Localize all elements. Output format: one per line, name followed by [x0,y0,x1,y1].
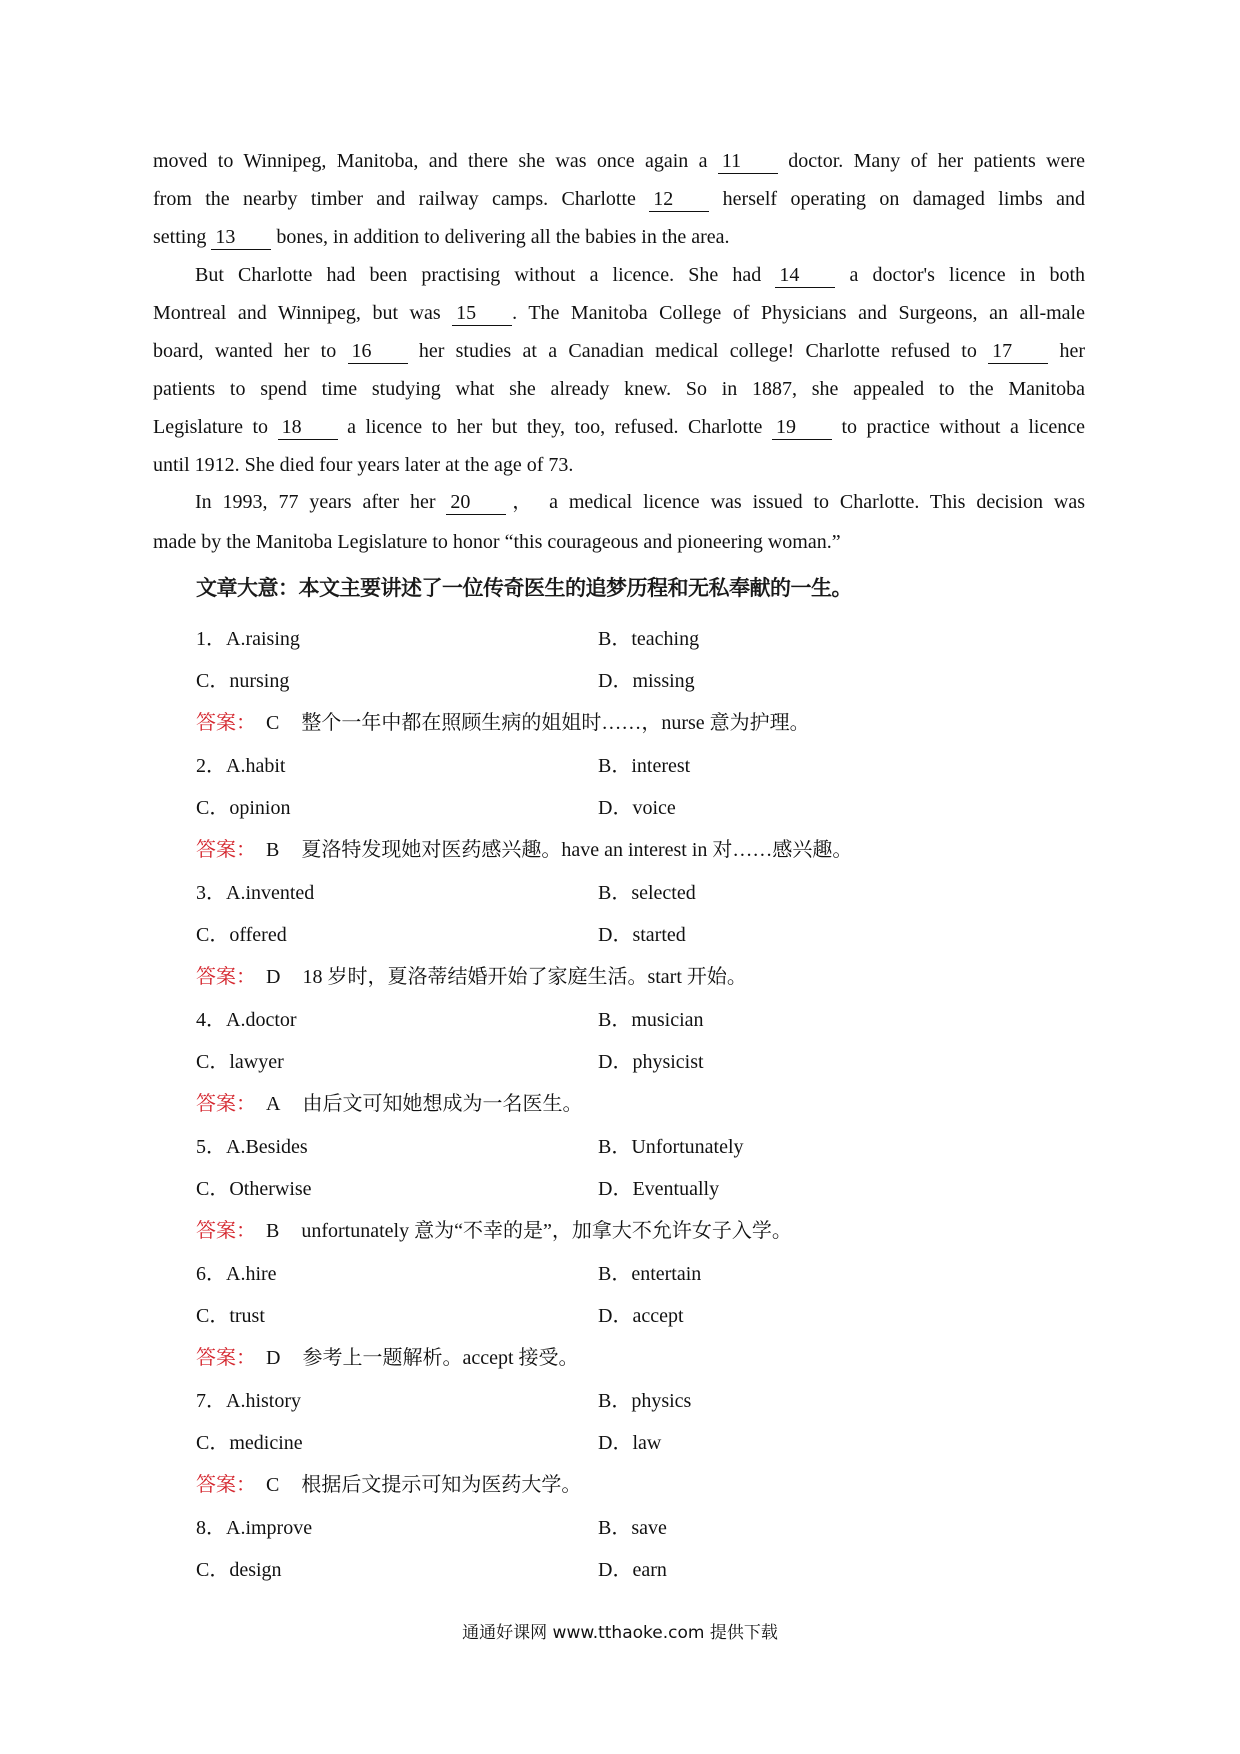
option-c: C．lawyer [196,1051,284,1073]
option-c: C．medicine [196,1432,303,1454]
option-c: C．trust [196,1305,265,1327]
option-a: 3．A.invented [196,882,315,904]
answer-line [196,833,852,862]
answer-key: C [266,712,280,734]
answer-label: 答案： [196,837,256,861]
option-c: C．opinion [196,797,291,819]
cloze-blank: 13 [211,225,271,250]
cloze-blank: 17 [988,339,1048,364]
option-d: D．missing [598,670,695,692]
passage-line: In 1993, 77 years after her 20 ， a medical licence was issued to Charlotte. This decision was [195,491,1085,513]
cloze-blank: 15 [452,301,512,326]
option-a: 6．A.hire [196,1263,277,1285]
answer-label: 答案： [196,710,256,734]
option-a: 4．A.doctor [196,1009,297,1031]
option-b: B．musician [598,1009,704,1031]
answer-key: D [266,966,281,988]
option-c: C．Otherwise [196,1178,312,1200]
option-a: 5．A.Besides [196,1136,308,1158]
article-summary: 文章大意：本文主要讲述了一位传奇医生的追梦历程和无私奉献的一生。 [196,576,852,600]
answer-label: 答案： [196,964,256,988]
option-b: B．Unfortunately [598,1136,744,1158]
answer-line [196,706,810,735]
passage-line: setting 13 bones, in addition to delivering all the babies in the area. [153,226,730,248]
answer-line [196,1214,792,1243]
answer-line [196,960,747,989]
passage-line: made by the Manitoba Legislature to honor “this courageous and pioneering woman.” [153,531,841,553]
answer-line [196,1341,579,1370]
option-d: D．law [598,1432,662,1454]
passage-line: moved to Winnipeg, Manitoba, and there she was once again a 11 doctor. Many of her patients were [153,150,1085,172]
answer-explanation: 由后文可知她想成为一名医生。 [302,1093,583,1115]
passage-paragraph-3 [153,482,1085,562]
option-a: 7．A.history [196,1390,301,1412]
answer-explanation: 整个一年中都在照顾生病的姐姐时……，nurse 意为护理。 [301,712,810,734]
answer-line [196,1087,582,1116]
option-c: C．design [196,1559,282,1581]
passage-paragraph-1 [153,142,1085,256]
answer-key: A [266,1093,281,1115]
option-a: 1．A.raising [196,628,300,650]
answer-explanation: unfortunately 意为“不幸的是”，加拿大不允许女子入学。 [301,1220,792,1242]
answer-label: 答案： [196,1218,256,1242]
answer-label: 答案： [196,1091,256,1115]
passage-line: Legislature to 18 a licence to her but they, too, refused. Charlotte 19 to practice without a licence [153,416,1086,438]
option-a: 8．A.improve [196,1517,313,1539]
option-c: C．offered [196,924,287,946]
option-b: B．entertain [598,1263,702,1285]
option-b: B．physics [598,1390,692,1412]
cloze-blank: 16 [348,339,408,364]
option-b: B．interest [598,755,691,777]
option-d: D．Eventually [598,1178,720,1200]
option-b: B．selected [598,882,696,904]
passage-line: Montreal and Winnipeg, but was 15 . The Manitoba College of Physicians and Surgeons, an all-male [153,302,1085,324]
option-b: B．save [598,1517,667,1539]
cloze-blank: 11 [718,149,778,174]
passage-line: But Charlotte had been practising without a licence. She had 14 a doctor's licence in both [195,264,1085,286]
answer-explanation: 参考上一题解析。accept 接受。 [302,1347,579,1369]
answer-explanation: 根据后文提示可知为医药大学。 [301,1474,582,1496]
answer-label: 答案： [196,1345,256,1369]
answer-label: 答案： [196,1472,256,1496]
cloze-blank: 18 [278,415,338,440]
option-a: 2．A.habit [196,755,286,777]
answer-key: B [266,839,280,861]
answer-explanation: 夏洛特发现她对医药感兴趣。have an interest in 对……感兴趣。 [301,839,853,861]
passage-line: from the nearby timber and railway camps. Charlotte 12 herself operating on damaged limbs and [153,188,1085,210]
option-d: D．started [598,924,686,946]
option-d: D．voice [598,797,676,819]
cloze-blank: 14 [775,263,835,288]
page-footer: 通通好课网 www.tthaoke.com 提供下载 [462,1623,778,1643]
answer-key: D [266,1347,281,1369]
option-c: C．nursing [196,670,290,692]
cloze-blank: 20 [446,490,506,515]
answer-line [196,1468,581,1497]
passage-line: until 1912. She died four years later at the age of 73. [153,454,574,476]
answer-explanation: 18 岁时，夏洛蒂结婚开始了家庭生活。start 开始。 [302,966,747,988]
option-b: B．teaching [598,628,700,650]
cloze-blank: 12 [649,187,709,212]
option-d: D．accept [598,1305,684,1327]
passage-line: patients to spend time studying what she already knew. So in 1887, she appealed to the Manitoba [153,378,1085,400]
passage-paragraph-2 [153,256,1085,484]
option-d: D．earn [598,1559,667,1581]
cloze-blank: 19 [772,415,832,440]
answer-key: C [266,1474,280,1496]
passage-line: board, wanted her to 16 her studies at a Canadian medical college! Charlotte refused to 17 her [153,340,1085,362]
answer-key: B [266,1220,280,1242]
option-d: D．physicist [598,1051,704,1073]
